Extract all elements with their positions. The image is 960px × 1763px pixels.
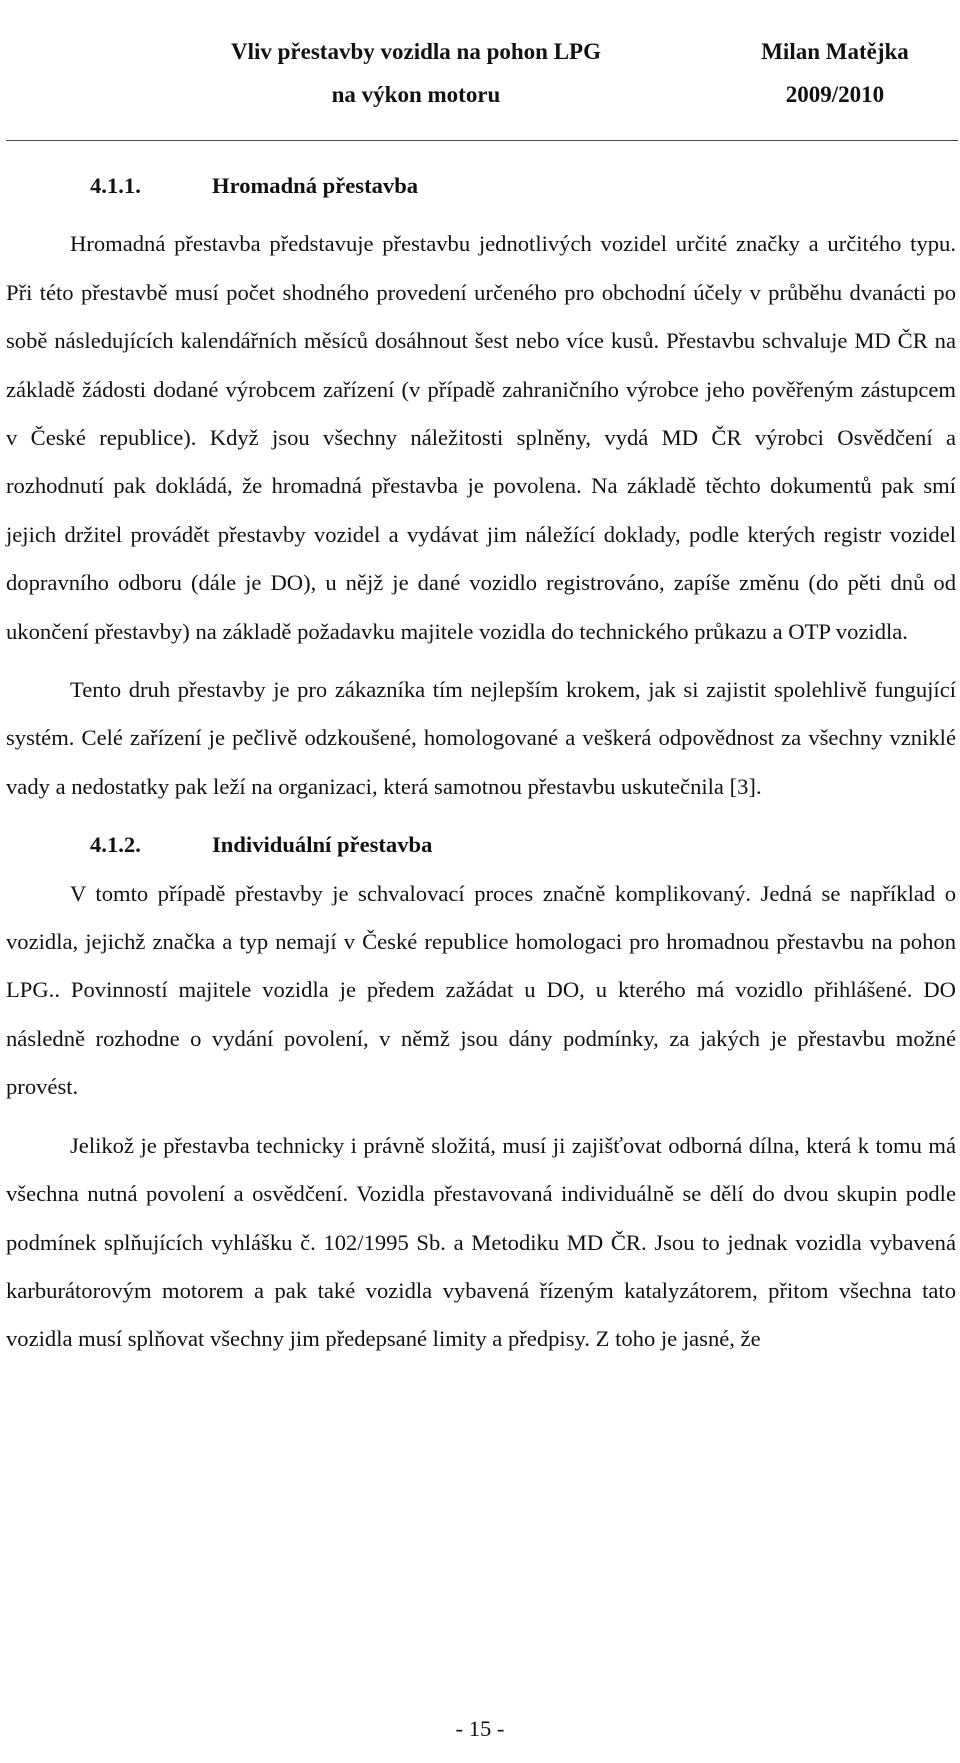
spacer bbox=[6, 656, 956, 666]
header-title-line-1: Vliv přestavby vozidla na pohon LPG bbox=[231, 39, 601, 64]
page-number: - 15 - bbox=[455, 1716, 505, 1741]
section-title: Individuální přestavba bbox=[212, 832, 433, 858]
header-year: 2009/2010 bbox=[785, 82, 885, 107]
spacer bbox=[6, 811, 956, 821]
spacer bbox=[6, 210, 956, 220]
section-number: 4.1.2. bbox=[90, 832, 141, 858]
header-title-line-2: na výkon motoru bbox=[331, 82, 501, 107]
header-title bbox=[186, 30, 646, 116]
running-header bbox=[0, 30, 960, 120]
section-heading-4-1-2 bbox=[6, 821, 956, 869]
paragraph: Tento druh přestavby je pro zákazníka tím nejlepším krokem, jak si zajistit spolehlivě fungující systém. Celé zařízení je pečlivě odzkoušené, homologované a veškerá odpovědnost za všechny vzniklé vady a nedostatky pak leží na organizaci, která samotnou přestavbu uskutečnila [3]. bbox=[6, 677, 956, 799]
paragraph: Hromadná přestavba představuje přestavbu jednotlivých vozidel určité značky a určitého typu. Při této přestavbě musí počet shodného provedení určeného pro obchodní účely v průběhu dvanácti po sobě následujících kalendářních měsíců dosáhnout šest nebo více kusů. Přestavbu schvaluje MD ČR na základě žádosti dodané výrobcem zařízení (v případě zahraničního výrobce jeho pověřeným zástupcem v České republice). Když jsou všechny náležitosti splněny, vydá MD ČR výrobci Osvědčení a rozhodnutí pak dokládá, že hromadná přestavba je povolena. Na základě těchto dokumentů pak smí jejich držitel provádět přestavby vozidel a vydávat jim náležící doklady, podle kterých registr vozidel dopravního odboru (dále je DO), u nějž je dané vozidlo registrováno, zapíše změnu (do pěti dnů od ukončení přestavby) na základě požadavku majitele vozidla do technického průkazu a OTP vozidla. bbox=[6, 231, 956, 644]
paragraph: V tomto případě přestavby je schvalovací proces značně komplikovaný. Jedná se například o vozidla, jejichž značka a typ nemají v České republice homologaci pro hromadnou přestavbu na pohon LPG.. Povinností majitele vozidla je předem zažádat u DO, u kterého má vozidlo přihlášené. DO následně rozhodne o vydání povolení, v němž jsou dány podmínky, za jakých je přestavbu možné provést. bbox=[6, 880, 956, 1100]
header-author-block bbox=[735, 30, 935, 116]
header-divider bbox=[6, 140, 958, 141]
paragraph: Jelikož je přestavba technicky i právně složitá, musí ji zajišťovat odborná dílna, která k tomu má všechna nutná povolení a osvědčení. Vozidla přestavovaná individuálně se dělí do dvou skupin podle podmínek splňujících vyhlášku č. 102/1995 Sb. a Metodiku MD ČR. Jsou to jednak vozidla vybavená karburátorovým motorem a pak také vozidla vybavená řízeným katalyzátorem, přitom všechna tato vozidla musí splňovat všechny jim předepsané limity a předpisy. Z toho je jasné, že bbox=[6, 1132, 956, 1352]
section-number: 4.1.1. bbox=[90, 173, 141, 198]
section-heading-4-1-1 bbox=[6, 162, 956, 210]
spacer bbox=[6, 1112, 956, 1122]
body-text bbox=[6, 162, 956, 1364]
header-author: Milan Matějka bbox=[761, 39, 909, 64]
section-title: Hromadná přestavba bbox=[212, 173, 419, 198]
